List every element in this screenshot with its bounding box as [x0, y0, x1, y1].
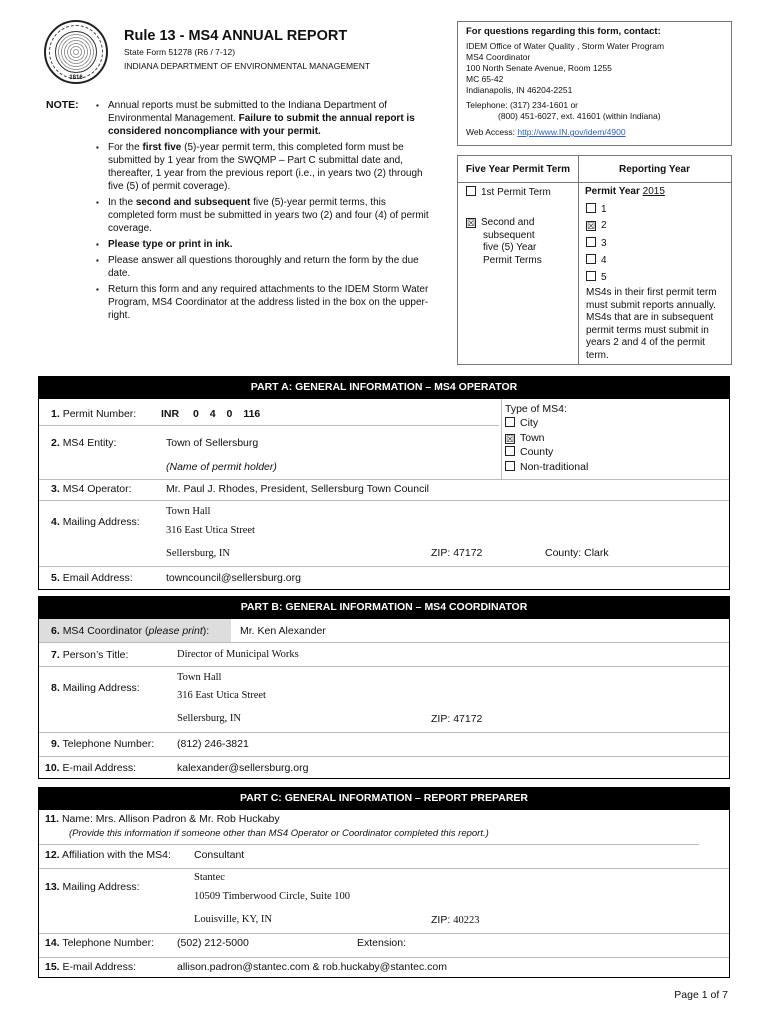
- contact-line: MS4 Coordinator: [466, 52, 531, 62]
- note-item: ▪ Please type or print in ink.: [96, 238, 434, 251]
- contact-phone: (317) 234-1601 or: [509, 100, 579, 110]
- person-title-label: 7. Person’s Title:: [51, 649, 129, 661]
- checkbox[interactable]: [505, 446, 515, 456]
- zip-field[interactable]: ZIP: 47172: [431, 713, 483, 725]
- email-label: 10. E-mail Address:: [45, 762, 137, 774]
- type-non-traditional-option[interactable]: Non-traditional: [505, 461, 588, 473]
- operator-field[interactable]: Mr. Paul J. Rhodes, President, Sellersburg Town Council: [166, 483, 430, 495]
- seal-year: 1816: [69, 75, 83, 81]
- mailing-address-label: 13. Mailing Address:: [45, 881, 140, 893]
- subsequent-permit-term-option[interactable]: ☒ Second and subsequent five (5) Year Permit Terms: [467, 217, 542, 266]
- year-option-4[interactable]: 4: [586, 254, 607, 266]
- checkbox[interactable]: ☒: [506, 434, 515, 444]
- permit-year: Permit Year 2015: [585, 186, 665, 197]
- note-item: ▪ For the first five (5)-year permit term, this completed form must be submitted by 1 year from the SWQMP – Part C submittal date and, thereafter, 1 year from the previous report (i.e., in years two (2) through five (5) of permit coverage).: [96, 141, 434, 193]
- telephone-field[interactable]: (502) 212-5000: [177, 937, 249, 949]
- operator-label: 3. MS4 Operator:: [51, 483, 132, 495]
- address-line-2[interactable]: 316 East Utica Street: [166, 525, 255, 536]
- page-number: Page 1 of 7: [674, 989, 728, 1001]
- coordinator-label: 6. MS4 Coordinator (please print):: [51, 625, 210, 637]
- person-title-field[interactable]: Director of Municipal Works: [177, 649, 299, 660]
- extension-label: Extension:: [357, 937, 407, 949]
- note-item: ▪ In the second and subsequent five (5)-year permit terms, this completed form must be submitted in years two (2) and four (4) of permit coverage.: [96, 196, 434, 235]
- part-c-section: [38, 809, 730, 978]
- part-b-section: [38, 618, 730, 779]
- preparer-hint: (Provide this information if someone other than MS4 Operator or Coordinator completed this report.): [69, 828, 489, 839]
- county-field[interactable]: County: Clark: [545, 547, 609, 559]
- type-county-option[interactable]: County: [505, 446, 553, 458]
- permit-number-label: 1. Permit Number:: [51, 408, 137, 420]
- city-state[interactable]: Sellersburg, IN: [177, 713, 241, 724]
- address-line-1[interactable]: Town Hall: [177, 672, 222, 683]
- contact-heading: For questions regarding this form, contact:: [466, 26, 661, 37]
- year-option-1[interactable]: 1: [586, 203, 607, 215]
- contact-line: Indianapolis, IN 46204-2251: [466, 85, 573, 95]
- city-state[interactable]: Sellersburg, IN: [166, 548, 230, 559]
- email-label: 15. E-mail Address:: [45, 961, 137, 973]
- checkbox[interactable]: [586, 271, 596, 281]
- address-line-2[interactable]: 316 East Utica Street: [177, 690, 266, 701]
- contact-box: [457, 21, 732, 146]
- contact-line: 100 North Senate Avenue, Room 1255: [466, 63, 612, 73]
- telephone-label: 9. Telephone Number:: [51, 738, 155, 750]
- checkbox[interactable]: [505, 417, 515, 427]
- contact-line: IDEM Office of Water Quality , Storm Water Program: [466, 41, 665, 51]
- contact-phone-alt: (800) 451-6027, ext. 41601 (within Indiana): [498, 111, 661, 121]
- note-list: [96, 99, 434, 325]
- entity-hint: (Name of permit holder): [166, 461, 277, 473]
- ms4-entity-field[interactable]: Town of Sellersburg: [166, 437, 259, 449]
- checkbox[interactable]: ☒: [467, 218, 476, 228]
- address-line-1[interactable]: Stantec: [194, 872, 225, 883]
- type-town-option[interactable]: ☒ Town: [506, 432, 545, 444]
- ms4-entity-label: 2. MS4 Entity:: [51, 437, 117, 449]
- part-c-heading: PART C: GENERAL INFORMATION – REPORT PREPARER: [38, 787, 730, 809]
- checkbox[interactable]: [466, 186, 476, 196]
- checkbox[interactable]: [505, 461, 515, 471]
- telephone-field[interactable]: (812) 246-3821: [177, 738, 249, 750]
- form-number: State Form 51278 (R6 / 7-12): [124, 47, 236, 57]
- part-a-section: [38, 398, 730, 590]
- checkbox[interactable]: [586, 237, 596, 247]
- type-city-option[interactable]: City: [505, 417, 538, 429]
- email-label: 5. Email Address:: [51, 572, 133, 584]
- note-item: ▪ Please answer all questions thoroughly and return the form by the due date.: [96, 254, 434, 280]
- city-state[interactable]: Louisville, KY, IN: [194, 914, 272, 925]
- telephone-label: 14. Telephone Number:: [45, 937, 154, 949]
- reporting-year-header: Reporting Year: [578, 156, 731, 183]
- affiliation-label: 12. Affiliation with the MS4:: [45, 849, 171, 861]
- email-field[interactable]: kalexander@sellersburg.org: [177, 762, 309, 774]
- email-field[interactable]: towncouncil@sellersburg.org: [166, 572, 301, 584]
- mailing-address-label: 4. Mailing Address:: [51, 516, 140, 528]
- note-item: ▪ Annual reports must be submitted to the Indiana Department of Environmental Management. Failure to submit the annual report is considered noncompliance with your permit.: [96, 99, 434, 138]
- permit-number-field[interactable]: INR 0 4 0 116: [161, 408, 261, 420]
- checkbox[interactable]: [586, 254, 596, 264]
- note-item: ▪ Return this form and any required attachments to the IDEM Storm Water Program, MS4 Coordinator at the address listed in the box on the upper-right.: [96, 283, 434, 322]
- web-link[interactable]: http://www.IN.gov/idem/4900: [517, 127, 626, 137]
- permit-year-value: 2015: [642, 186, 665, 197]
- note-label: NOTE:: [46, 99, 79, 111]
- zip-field[interactable]: ZIP: 40223: [431, 914, 480, 926]
- reporting-year-explanation: MS4s in their first permit term must submit reports annually. MS4s that are in subsequent permit terms must submit in years 2 and 4 of the permit term.: [586, 287, 717, 361]
- web-label: Web Access:: [466, 127, 515, 137]
- year-option-5[interactable]: 5: [586, 271, 607, 283]
- affiliation-field[interactable]: Consultant: [194, 849, 245, 861]
- permit-term-table: [457, 155, 732, 365]
- year-option-2[interactable]: ☒ 2: [587, 220, 607, 231]
- part-b-heading: PART B: GENERAL INFORMATION – MS4 COORDINATOR: [38, 596, 730, 618]
- mailing-address-label: 8. Mailing Address:: [51, 682, 140, 694]
- preparer-name[interactable]: 11. Name: Mrs. Allison Padron & Mr. Rob Huckaby: [45, 813, 280, 825]
- part-a-heading: PART A: GENERAL INFORMATION – MS4 OPERATOR: [38, 376, 730, 398]
- year-option-3[interactable]: 3: [586, 237, 607, 249]
- form-title: Rule 13 - MS4 ANNUAL REPORT: [124, 28, 348, 44]
- agency-name: INDIANA DEPARTMENT OF ENVIRONMENTAL MANAGEMENT: [124, 61, 371, 71]
- coordinator-field[interactable]: Mr. Ken Alexander: [240, 625, 326, 637]
- contact-line: MC 65-42: [466, 74, 504, 84]
- first-permit-term-option[interactable]: 1st Permit Term: [466, 186, 551, 198]
- ms4-type-label: Type of MS4:: [505, 403, 567, 415]
- zip-field[interactable]: ZIP: 47172: [431, 547, 483, 559]
- address-line-1[interactable]: Town Hall: [166, 506, 211, 517]
- address-line-2[interactable]: 10509 Timberwood Circle, Suite 100: [194, 891, 351, 902]
- checkbox[interactable]: ☒: [587, 221, 596, 231]
- permit-term-header: Five Year Permit Term: [458, 156, 578, 183]
- state-seal: [44, 20, 108, 84]
- phone-label: Telephone:: [466, 100, 508, 110]
- email-field[interactable]: allison.padron@stantec.com & rob.huckaby@stantec.com: [177, 961, 447, 973]
- checkbox[interactable]: [586, 203, 596, 213]
